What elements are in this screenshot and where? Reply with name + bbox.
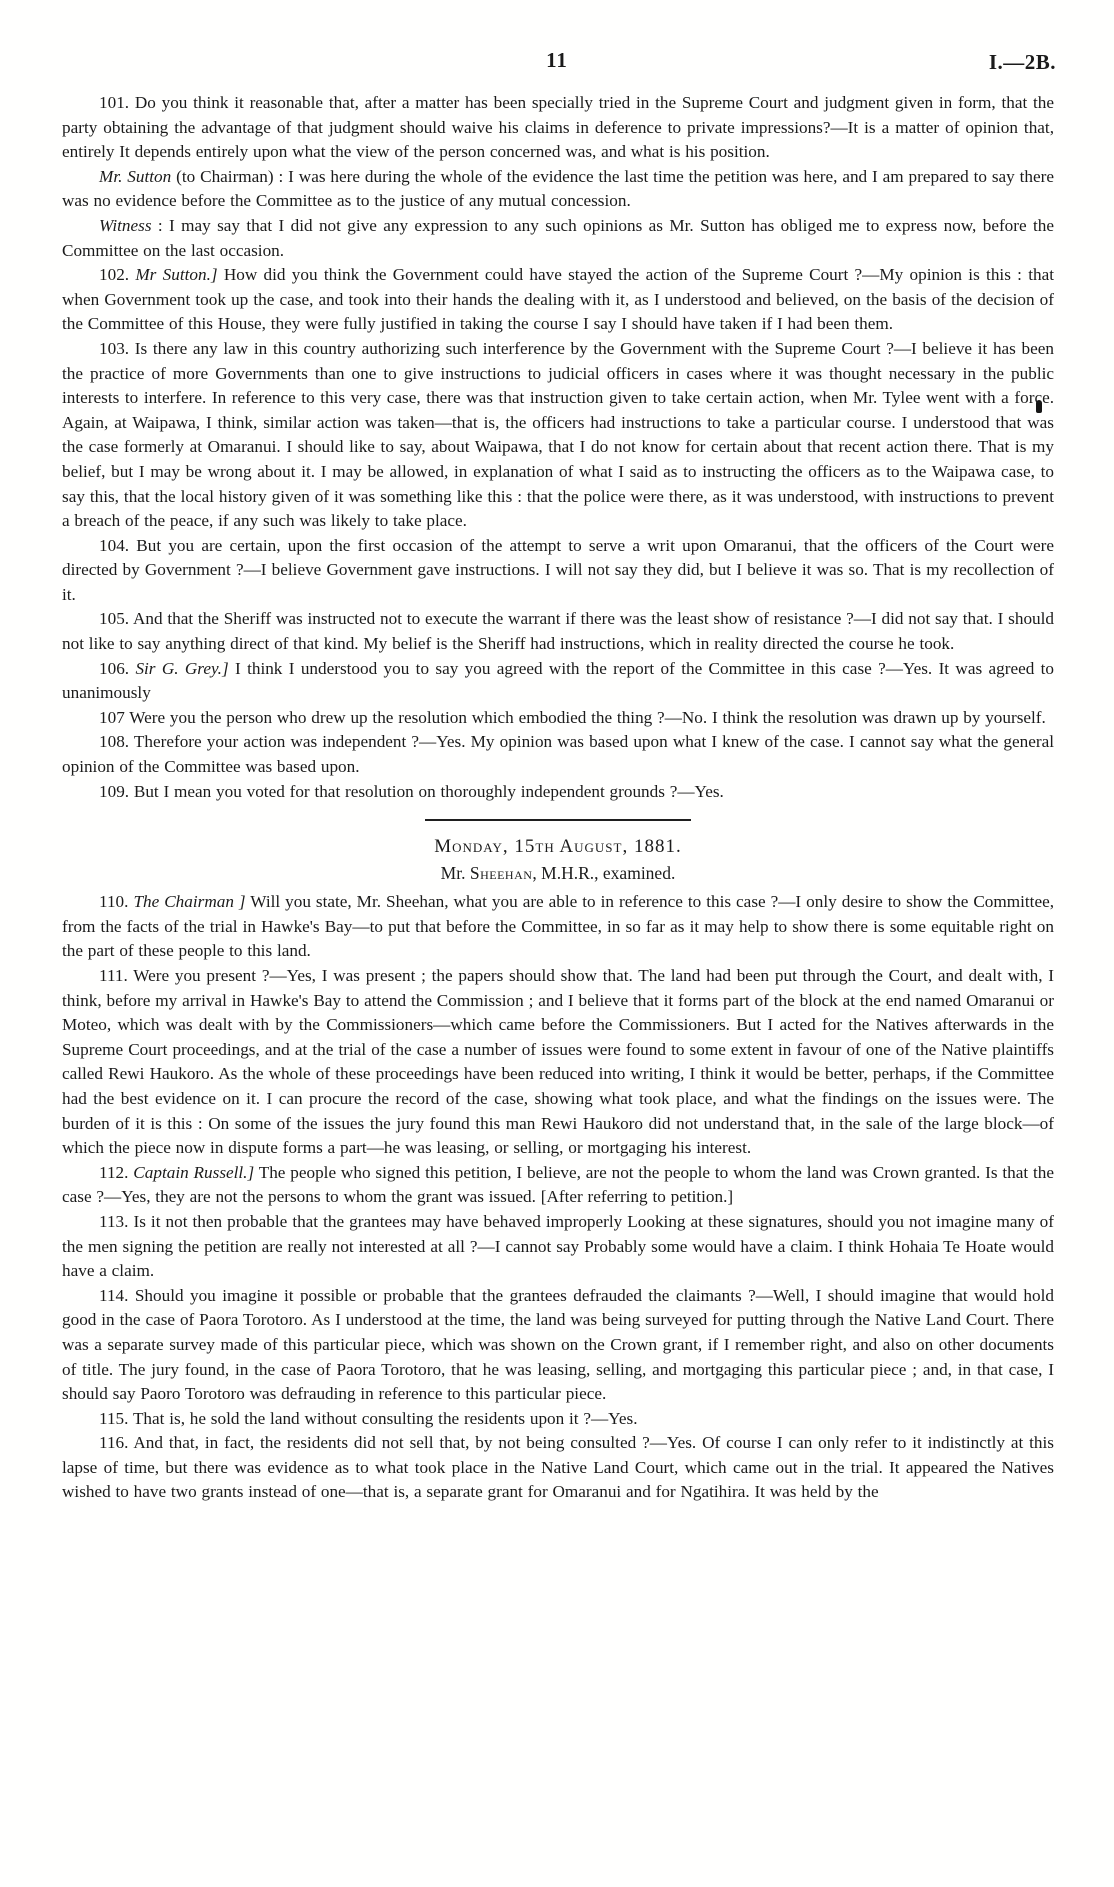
question-number: 115. [99, 1408, 133, 1428]
speaker-name: Captain Russell.] [133, 1162, 255, 1182]
testimony-paragraph: Mr. Sutton (to Chairman) : I was here during the whole of the evidence the last time the petition was here, and I am prepared to say there was no evidence before the Committee as to the justice of any mutual concession. [62, 166, 1054, 211]
question-number: 108. [99, 732, 134, 752]
question-number: 114. [99, 1285, 135, 1305]
speaker-name: The Chairman ] [133, 892, 246, 912]
testimony-paragraph: Witness : I may say that I did not give any expression to any such opinions as Mr. Sutton has obliged me to express now, before the Committee on the last occasion. [62, 215, 1054, 260]
speaker-name: Mr. Sutton [99, 166, 172, 186]
speaker-name: Sir G. Grey.] [135, 658, 229, 678]
testimony-paragraph: 112. Captain Russell.] The people who signed this petition, I believe, are not the people to whom the land was Crown granted. Is that the case ?—Yes, they are not the persons to whom the grant was issued. [After referring to petition.] [62, 1162, 1054, 1207]
question-number: 107 [99, 707, 130, 727]
testimony-paragraph: 115. That is, he sold the land without consulting the residents upon it ?—Yes. [99, 1408, 638, 1428]
speaker-name: Witness [99, 215, 152, 235]
question-number: 102. [99, 265, 136, 285]
question-number: 106. [99, 658, 136, 678]
question-number: 110. [99, 892, 134, 912]
testimony-paragraph: 102. Mr Sutton.] How did you think the Government could have stayed the action of the Supreme Court ?—My opinion is this : that when Government took up the case, and took into their hands the dealing with it, as I understood and believed, on the basis of the decision of the Committee of this House, they were fully justified in taking the course I say I should have taken if I had been them. [62, 265, 1054, 334]
testimony-paragraph: 116. And that, in fact, the residents did not sell that, by not being consulted ?—Yes. Of course I can only refer to it indistinctly at this lapse of time, but there was evidence as to what took place in the Native Land Court, which came out in the trial. It appeared the Natives wished to have two grants instead of one—that is, a separate grant for Omaranui and for Ngatihira. It was held by the [62, 1433, 1054, 1502]
question-number: 109. [99, 781, 134, 801]
testimony-paragraph: 108. Therefore your action was independent ?—Yes. My opinion was based upon what I knew of the case. I cannot say what the general opinion of the Committee was based upon. [62, 732, 1054, 777]
section-divider-rule [425, 819, 691, 821]
testimony-paragraph: 103. Is there any law in this country authorizing such interference by the Government with the Supreme Court ?—I believe it has been the practice of more Governments than one to give instructions to judicial officers in cases where it was thought necessary in the public interests to interfere. In reference to this very case, there was that instruction given to take certain action, when Mr. Tylee went with a force. Again, at Waipawa, I think, similar action was taken—that is, the officers had instructions to take a particular course. I understood that was the case formerly at Omaranui. I should like to say, about Waipawa, that I do not know for certain about that recent action there. That is my belief, but I may be wrong about it. I may be allowed, in explanation of what I said as to instructing the officers as to the Waipawa case, to say this, that the local history given of it was something like this : that the police were there, as it was understood, with instructions to prevent a breach of the peace, if any such was likely to take place. [62, 338, 1054, 531]
testimony-paragraph: 110. The Chairman ] Will you state, Mr. Sheehan, what you are able to in reference to this case ?—I only desire to show the Committee, from the facts of the trial in Hawke's Bay—to put that before the Committee, in so far as it may help to show there is some equitable right on the part of these people to this land. [62, 892, 1055, 961]
witness-title: Mr. [440, 863, 470, 884]
document-reference: I.—2B. [988, 50, 1056, 74]
testimony-paragraph: 114. Should you imagine it possible or probable that the grantees defrauded the claimants ?—Well, I should imagine that would hold good in the case of Paora Torotoro. As I understood at the time, the land was being surveyed for putting through the Native Land Court. There was a separate survey made of this particular piece, which was shown on the Crown grant, if I remember right, and also on other documents of title. The jury found, in the case of Paora Torotoro, that he was leasing, selling, and mortgaging this particular piece ; and, in that case, I should say Paoro Torotoro was defrauding in reference to this particular piece. [62, 1285, 1054, 1404]
session-date-heading: Monday, 15th August, 1881. [434, 836, 682, 858]
question-number: 116. [99, 1433, 134, 1453]
page-number: 11 [546, 48, 568, 72]
witness-suffix: , M.H.R., examined. [532, 863, 676, 884]
testimony-paragraph: 106. Sir G. Grey.] I think I understood you to say you agreed with the report of the Committee in this case ?—Yes. It was agreed to unanimously [62, 658, 1055, 703]
question-number: 103. [99, 338, 135, 358]
question-number: 101. [99, 93, 135, 112]
testimony-section-1 [62, 91, 1054, 804]
question-number: 111. [99, 966, 134, 985]
testimony-paragraph: 113. Is it not then probable that the grantees may have behaved improperly Looking at these signatures, should you not imagine many of the men signing the petition are really not interested at all ?—I cannot say Probably some would have a claim. I think Hohaia Te Hoate would have a claim. [62, 1211, 1054, 1281]
testimony-paragraph: 105. And that the Sheriff was instructed not to execute the warrant if there was the least show of resistance ?—I did not say that. I should not like to say anything direct of that kind. My belief is the Sheriff had instructions, which in reality directed the course he took. [62, 609, 1054, 654]
testimony-paragraph: 101. Do you think it reasonable that, after a matter has been specially tried in the Supreme Court and judgment given in form, that the party obtaining the advantage of that judgment should waive his claims in deference to private impressions?—It is a matter of opinion that, entirely It depends entirely upon what the view of the person concerned was, and what is his position. [62, 93, 1054, 162]
page-content [62, 91, 1054, 1505]
question-number: 113. [99, 1211, 134, 1231]
question-number: 112. [99, 1162, 134, 1182]
speaker-name: Mr Sutton.] [135, 265, 218, 285]
witness-examined-heading [62, 860, 1054, 886]
witness-name: Sheehan [469, 863, 533, 884]
testimony-paragraph: 104. But you are certain, upon the first occasion of the attempt to serve a writ upon Omaranui, that the officers of the Court were directed by Government ?—I believe Government gave instructions. I will not say they did, but I believe it was so. That is my recollection of it. [62, 535, 1054, 604]
testimony-paragraph: 107 Were you the person who drew up the resolution which embodied the thing ?—No. I think the resolution was drawn up by yourself. [99, 707, 1046, 727]
testimony-section-2 [62, 890, 1054, 1505]
page-header [0, 0, 1114, 90]
testimony-paragraph: 111. Were you present ?—Yes, I was present ; the papers should show that. The land had been put through the Court, and dealt with, I think, before my arrival in Hawke's Bay to attend the Commission ; and I believe that it forms part of the block at the end named Omaranui or Moteo, which was dealt with by the Commissioners—which came before the Commissioners. But I acted for the Natives afterwards in the Supreme Court proceedings, and at the trial of the case a number of issues were found to some extent in favour of one of the Native plaintiffs called Rewi Haukoro. As the whole of these proceedings have been reduced into writing, I think it would be better, perhaps, if the Committee had the best evidence on it. I can procure the record of the case, showing what took place, and what the findings on the issues were. The burden of it is this : On some of the issues the jury found this man Rewi Haukoro did not understand that, in the sale of the large block—of which the piece now in dispute forms a part—he was leasing, or selling, or mortgaging his interest. [62, 966, 1054, 1158]
testimony-paragraph: 109. But I mean you voted for that resolution on thoroughly independent grounds ?—Yes. [99, 781, 724, 801]
question-number: 104. [99, 535, 137, 555]
question-number: 105. [99, 609, 133, 629]
